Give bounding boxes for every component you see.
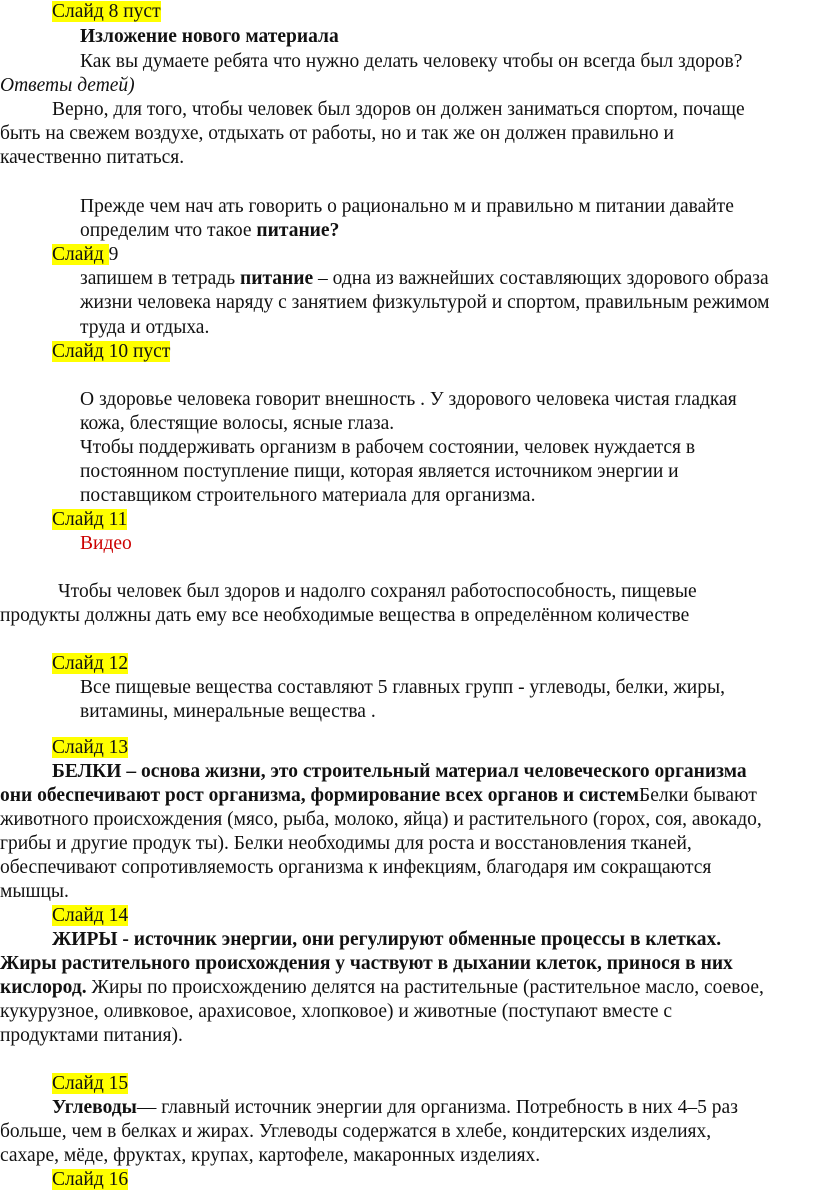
answer-note: Ответы детей) bbox=[0, 75, 135, 96]
paragraph-line: постоянном поступление пищи, которая является источником энергии и bbox=[80, 461, 679, 482]
paragraph-line: мышцы. bbox=[0, 881, 69, 902]
paragraph-line: кукурузное, оливковое, арахисовое, хлопковое) и животные (поступают вместе с bbox=[0, 1001, 673, 1022]
slide-15-label bbox=[52, 1072, 128, 1096]
slide-12-label bbox=[52, 652, 128, 676]
paragraph-line: быть на свежем воздухе, отдыхать от работы, но и так же он должен правильно и bbox=[0, 123, 674, 144]
paragraph-line: продуктами питания). bbox=[0, 1025, 183, 1046]
highlight: Слайд 10 пуст bbox=[52, 341, 171, 362]
section-heading: Изложение нового материала bbox=[80, 26, 339, 47]
bold-term: питание? bbox=[256, 220, 340, 241]
slide-8-label bbox=[52, 0, 161, 24]
text-run: запишем в тетрадь bbox=[80, 268, 240, 289]
paragraph-line bbox=[80, 267, 769, 291]
bold-term: они обеспечивают рост организма, формирование всех органов и систем bbox=[0, 785, 640, 806]
slide-11-label bbox=[52, 508, 127, 532]
slide-16-label bbox=[52, 1168, 128, 1192]
paragraph-line: труда и отдыха. bbox=[80, 317, 210, 338]
paragraph-line bbox=[0, 784, 757, 808]
paragraph-line: жизни человека наряду с занятием физкультурой и спортом, правильным режимом bbox=[80, 292, 770, 313]
highlight: Слайд 16 bbox=[52, 1169, 129, 1190]
slide-9-label bbox=[52, 243, 118, 267]
paragraph-line: Верно, для того, чтобы человек был здоров он должен заниматься спортом, почаще bbox=[52, 99, 745, 120]
paragraph-line bbox=[80, 219, 339, 243]
paragraph-line: Чтобы поддерживать организм в рабочем состоянии, человек нуждается в bbox=[80, 437, 696, 458]
text-run: — главный источник энергии для организма. Потребность в них 4–5 раз bbox=[136, 1097, 738, 1118]
paragraph-line: Чтобы человек был здоров и надолго сохранял работоспособность, пищевые bbox=[58, 581, 697, 602]
highlight: Слайд 8 пуст bbox=[52, 1, 161, 22]
slide-number: 9 bbox=[108, 244, 119, 265]
highlight: Слайд 13 bbox=[52, 737, 129, 758]
paragraph-line: качественно питаться. bbox=[0, 147, 185, 168]
bold-term: питание bbox=[239, 268, 314, 289]
bold-term: Углеводы bbox=[52, 1097, 137, 1118]
highlight: Слайд 11 bbox=[52, 509, 128, 530]
paragraph-line: Прежде чем нач ать говорить о рационально м и правильно м питании давайте bbox=[80, 196, 734, 217]
paragraph-line: кожа, блестящие волосы, ясные глаза. bbox=[80, 413, 395, 434]
paragraph-line: Жиры растительного происхождения у частвуют в дыхании клеток, принося в них bbox=[0, 953, 733, 974]
paragraph-line: ЖИРЫ - источник энергии, они регулируют обменные процессы в клетках. bbox=[52, 929, 722, 950]
text-run: Белки бывают bbox=[639, 785, 757, 806]
highlight: Слайд bbox=[52, 244, 109, 265]
paragraph-line: поставщиком строительного материала для организма. bbox=[80, 485, 536, 506]
highlight: Слайд 14 bbox=[52, 905, 129, 926]
paragraph-line: Все пищевые вещества составляют 5 главных групп - углеводы, белки, жиры, bbox=[80, 677, 725, 698]
question-line: Как вы думаете ребята что нужно делать человеку чтобы он всегда был здоров? bbox=[80, 51, 743, 72]
paragraph-line: сахаре, мёде, фруктах, крупах, картофеле, макаронных изделиях. bbox=[0, 1145, 541, 1166]
video-link[interactable]: Видео bbox=[80, 533, 132, 554]
paragraph-line: витамины, минеральные вещества . bbox=[80, 701, 376, 722]
paragraph-line bbox=[52, 1096, 738, 1120]
paragraph-line: животного происхождения (мясо, рыба, молоко, яйца) и растительного (горох, соя, авокадо, bbox=[0, 809, 762, 830]
paragraph-line bbox=[0, 976, 764, 1000]
paragraph-line: продукты должны дать ему все необходимые вещества в определённом количестве bbox=[0, 605, 690, 626]
paragraph-line: грибы и другие продук ты). Белки необходимы для роста и восстановления тканей, bbox=[0, 833, 692, 854]
bold-term: кислород. bbox=[0, 977, 87, 998]
highlight: Слайд 12 bbox=[52, 653, 129, 674]
paragraph-line: обеспечивают сопротивляемость организма к инфекциям, благодаря им сокращаются bbox=[0, 857, 712, 878]
slide-13-label bbox=[52, 736, 128, 760]
text-run: определим что такое bbox=[80, 220, 257, 241]
slide-14-label bbox=[52, 904, 128, 928]
highlight: Слайд 15 bbox=[52, 1073, 129, 1094]
text-run: Жиры по происхождению делятся на растительные (растительное масло, соевое, bbox=[86, 977, 764, 998]
text-run: – одна из важнейших составляющих здорового образа bbox=[313, 268, 769, 289]
paragraph-line: О здоровье человека говорит внешность . У здорового человека чистая гладкая bbox=[80, 389, 737, 410]
paragraph-line: БЕЛКИ – основа жизни, это строительный материал человеческого организма bbox=[52, 761, 747, 782]
paragraph-line: больше, чем в белках и жирах. Углеводы содержатся в хлебе, кондитерских изделиях, bbox=[0, 1121, 712, 1142]
slide-10-label bbox=[52, 340, 170, 364]
